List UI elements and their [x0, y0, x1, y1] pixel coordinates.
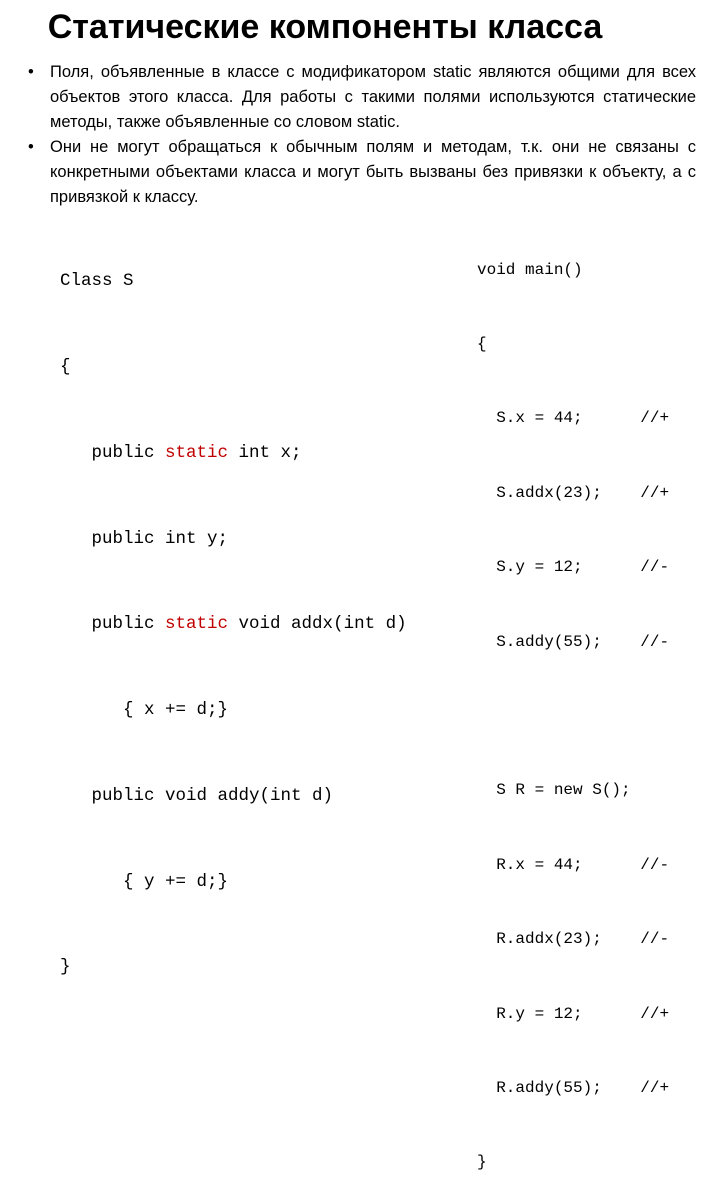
code-comment: //- [640, 930, 670, 949]
code-line: void main() [477, 260, 583, 279]
code-comment: //- [640, 632, 670, 651]
code-comment: //+ [640, 1078, 670, 1097]
code-line [477, 481, 669, 506]
code-line: public int y; [60, 528, 229, 549]
bullet-item [24, 135, 696, 210]
code-line: { [477, 334, 487, 353]
static-keyword: static [165, 442, 229, 463]
code-line [477, 406, 669, 431]
code-statement: S R = new S(); [477, 781, 631, 800]
code-line: { x += d;} [60, 700, 229, 721]
bullet-text: Поля, объявленные в классе с модификатором static являются общими для всех объектов этого класса. Для работы с такими полями используются статические методы, также объявленные со словом static. [50, 63, 696, 131]
code-statement: R.y = 12; [477, 1004, 641, 1023]
bullet-text: Они не могут обращаться к обычным полям и методам, т.к. они не связаны с конкретными объектами класса и могут быть вызваны без привязки к объекту, а с привязкой к классу. [50, 138, 696, 206]
code-statement: R.addy(55); [477, 1078, 641, 1097]
slide-title: Статические компоненты класса [47, 8, 603, 46]
code-comment: //+ [640, 483, 670, 502]
code-line [477, 778, 669, 803]
code-statement: S.x = 44; [477, 409, 641, 428]
bullet-item [24, 60, 696, 135]
code-line: } [477, 1153, 487, 1172]
code-statement: R.addx(23); [477, 930, 641, 949]
class-code-block [60, 210, 407, 1011]
code-line: { [60, 356, 71, 377]
code-comment: //- [640, 558, 670, 577]
code-statement: S.y = 12; [477, 558, 641, 577]
code-line: public void addy(int d) [60, 785, 334, 806]
bullet-list [24, 60, 696, 210]
code-line [60, 610, 407, 639]
static-keyword: static [165, 614, 229, 635]
code-token: public [60, 614, 166, 635]
code-line [477, 927, 669, 952]
code-comment: //+ [640, 1004, 670, 1023]
bullet-marker: • [28, 138, 34, 156]
code-token: void addx(int d) [228, 614, 407, 635]
code-token: int x; [228, 442, 302, 463]
code-line [477, 555, 669, 580]
code-statement: S.addy(55); [477, 632, 641, 651]
code-comment: //- [640, 855, 670, 874]
code-line [477, 630, 669, 655]
code-statement: R.x = 44; [477, 855, 641, 874]
code-line [477, 1002, 669, 1027]
main-code-block [477, 208, 669, 1200]
code-line [477, 853, 669, 878]
code-statement: S.addx(23); [477, 483, 641, 502]
bullet-marker: • [28, 63, 34, 81]
code-comment: //+ [640, 409, 670, 428]
code-token: public [60, 442, 166, 463]
blank-line [477, 704, 669, 729]
code-line: Class S [60, 271, 134, 292]
code-line [477, 1076, 669, 1101]
code-line [60, 439, 407, 468]
code-line: { y += d;} [60, 871, 229, 892]
code-line: } [60, 957, 71, 978]
